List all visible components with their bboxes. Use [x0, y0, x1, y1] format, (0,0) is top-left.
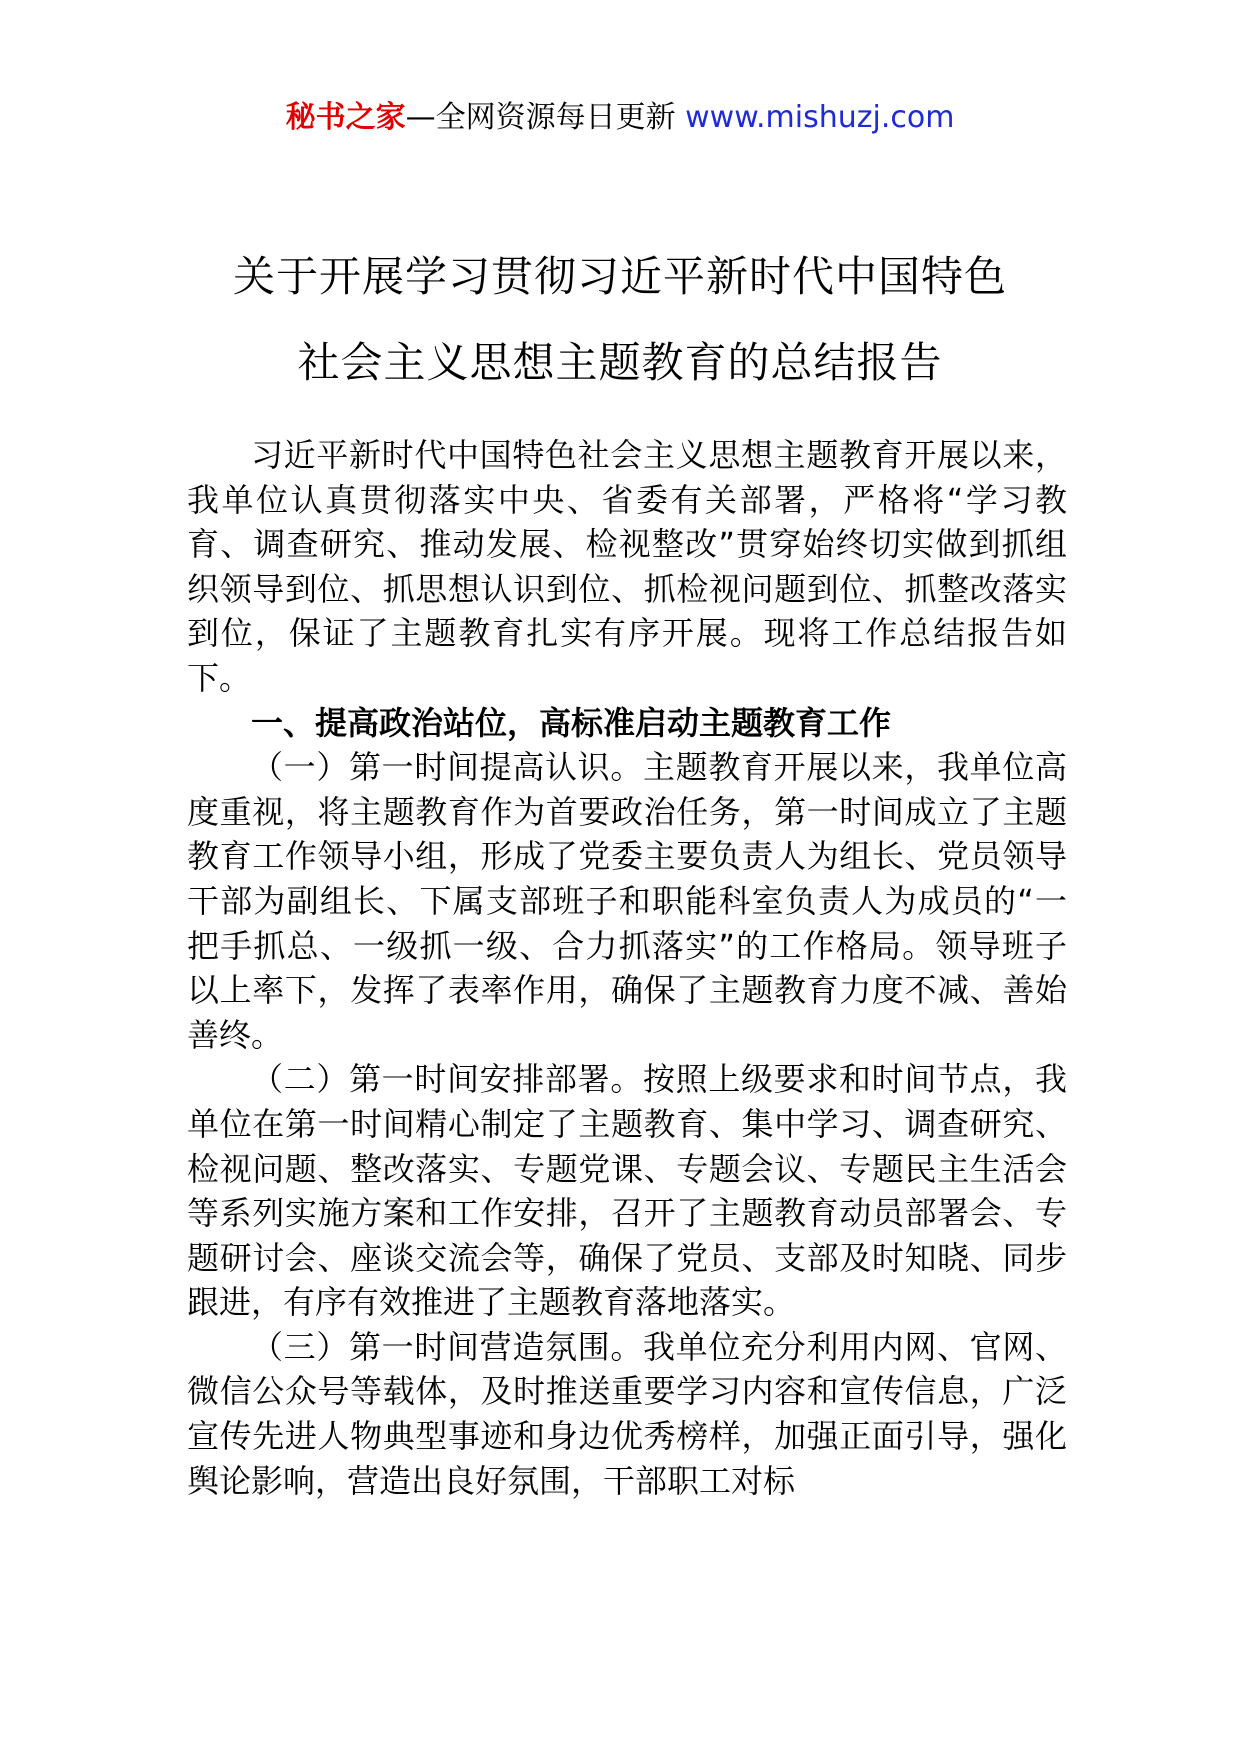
title-line-1: 关于开展学习贯彻习近平新时代中国特色 — [232, 252, 1007, 301]
document-title — [0, 234, 1240, 406]
title-line-2: 社会主义思想主题教育的总结报告 — [297, 338, 943, 387]
section-heading-1: 一、提高政治站位，高标准启动主题教育工作 — [251, 703, 892, 742]
paragraph-1-3: （三）第一时间营造氛围。我单位充分利用内网、官网、微信公众号等载体，及时推送重要学习内容和宣传信息，广泛宣传先进人物典型事迹和身边优秀榜样，加强正面引导，强化舆论影响，营造出良好氛围，干部职工对标 — [187, 1327, 1067, 1500]
paragraph-1-1: （一）第一时间提高认识。主题教育开展以来，我单位高度重视，将主题教育作为首要政治任务，第一时间成立了主题教育工作领导小组，形成了党委主要负责人为组长、党员领导干部为副组长、下属支部班子和职能科室负责人为成员的“一把手抓总、一级抓一级、合力抓落实”的工作格局。领导班子以上率下，发挥了表率作用，确保了主题教育力度不减、善始善终。 — [187, 748, 1067, 1054]
paragraph-1-2: （二）第一时间安排部署。按照上级要求和时间节点，我单位在第一时间精心制定了主题教育、集中学习、调查研究、检视问题、整改落实、专题党课、专题会议、专题民主生活会等系列实施方案和工作安排，召开了主题教育动员部署会、专题研讨会、座谈交流会等，确保了党员、支部及时知晓、同步跟进，有序有效推进了主题教育落地落实。 — [187, 1060, 1067, 1322]
site-url-link[interactable]: www.mishuzj.com — [685, 100, 955, 135]
header-tagline: —全网资源每日更新 — [405, 100, 686, 135]
site-header — [0, 98, 1240, 138]
document-body — [187, 433, 1067, 1503]
intro-paragraph: 习近平新时代中国特色社会主义思想主题教育开展以来，我单位认真贯彻落实中央、省委有关部署，严格将“学习教育、调查研究、推动发展、检视整改”贯穿始终切实做到抓组织领导到位、抓思想认识到位、抓检视问题到位、抓整改落实到位，保证了主题教育扎实有序开展。现将工作总结报告如下。 — [187, 436, 1067, 697]
brand-name: 秘书之家 — [285, 100, 406, 135]
